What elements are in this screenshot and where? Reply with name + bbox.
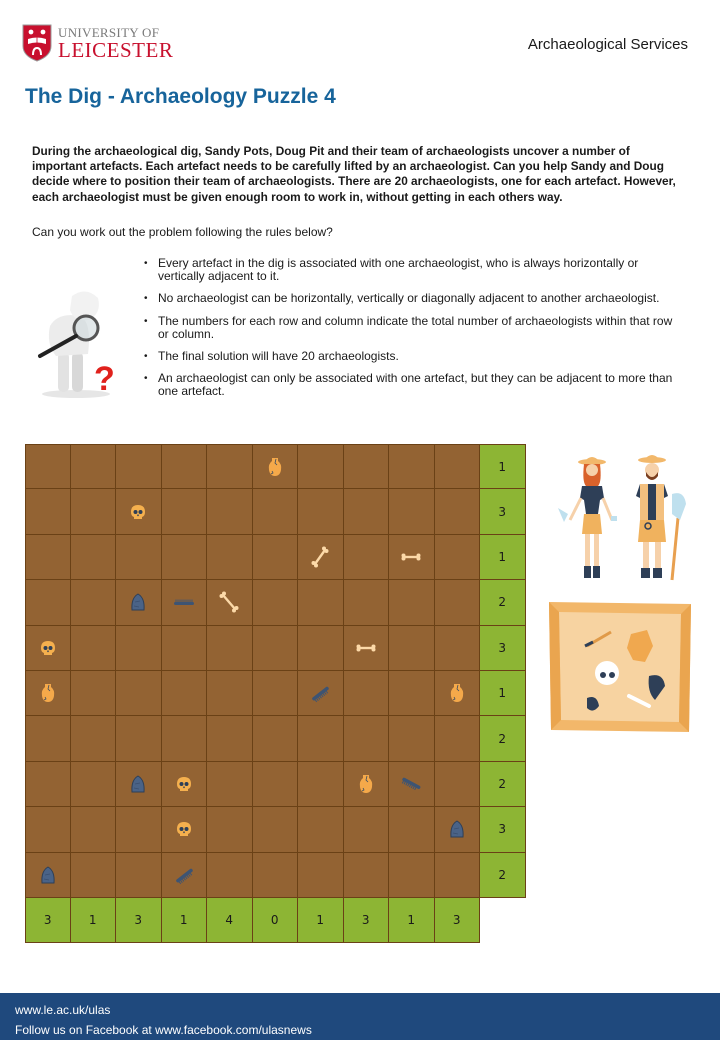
grid-cell[interactable] xyxy=(162,716,208,761)
grid-cell[interactable] xyxy=(298,444,344,489)
archaeologists-illustration xyxy=(544,448,694,588)
grid-cell[interactable] xyxy=(344,489,390,534)
skull-icon xyxy=(172,772,196,796)
vase-icon xyxy=(263,455,287,479)
bone-icon xyxy=(354,636,378,660)
grid-cell[interactable] xyxy=(253,535,299,580)
grid-cell[interactable] xyxy=(25,671,71,716)
grid-cell[interactable] xyxy=(344,716,390,761)
grid-cell[interactable] xyxy=(207,626,253,671)
grid-cell[interactable] xyxy=(116,807,162,852)
grid-cell[interactable] xyxy=(435,762,481,807)
grid-cell[interactable] xyxy=(25,444,71,489)
grid-cell[interactable] xyxy=(71,444,117,489)
row-clue: 3 xyxy=(480,807,526,852)
grid-cell[interactable] xyxy=(298,671,344,716)
grid-cell[interactable] xyxy=(344,580,390,625)
skull-icon xyxy=(126,500,150,524)
rules-list xyxy=(144,257,684,408)
grid-cell[interactable] xyxy=(25,853,71,898)
grid-cell[interactable] xyxy=(116,626,162,671)
rule-item: • An archaeologist can only be associated with one artefact, but they can be adjacent to more than one artefact. xyxy=(144,372,684,398)
grid-cell[interactable] xyxy=(344,762,390,807)
grid-cell[interactable] xyxy=(71,580,117,625)
bone-icon xyxy=(399,545,423,569)
grid-cell[interactable] xyxy=(435,489,481,534)
column-clue: 3 xyxy=(25,898,71,943)
row-clue: 2 xyxy=(480,580,526,625)
grid-cell[interactable] xyxy=(71,626,117,671)
rock-icon xyxy=(36,863,60,887)
grid-cell[interactable] xyxy=(207,535,253,580)
grid-cell[interactable] xyxy=(71,489,117,534)
grid-cell[interactable] xyxy=(207,762,253,807)
column-clue: 3 xyxy=(344,898,390,943)
grid-cell[interactable] xyxy=(116,671,162,716)
grid-cell[interactable] xyxy=(253,853,299,898)
grid-cell[interactable] xyxy=(116,535,162,580)
grid-cell[interactable] xyxy=(25,489,71,534)
row-clue: 3 xyxy=(480,626,526,671)
grid-cell[interactable] xyxy=(71,853,117,898)
row-clue: 2 xyxy=(480,716,526,761)
comb-icon xyxy=(308,681,332,705)
comb-icon xyxy=(399,772,423,796)
vase-icon xyxy=(354,772,378,796)
footer-facebook-link[interactable]: Follow us on Facebook at www.facebook.com/ulasnews xyxy=(15,1023,312,1037)
grid-cell[interactable] xyxy=(389,762,435,807)
column-clue: 1 xyxy=(389,898,435,943)
column-clue: 4 xyxy=(207,898,253,943)
row-clue: 1 xyxy=(480,444,526,489)
bone-icon xyxy=(308,545,332,569)
grid-cell[interactable] xyxy=(344,807,390,852)
grid-cell[interactable] xyxy=(71,762,117,807)
question-text: Can you work out the problem following the rules below? xyxy=(32,225,333,239)
row-clue: 1 xyxy=(480,535,526,580)
rock-icon xyxy=(126,772,150,796)
grid-cell[interactable] xyxy=(389,716,435,761)
university-logo xyxy=(22,24,173,62)
grid-cell[interactable] xyxy=(298,580,344,625)
grid-cell[interactable] xyxy=(207,580,253,625)
grid-cell[interactable] xyxy=(71,716,117,761)
university-shield-icon xyxy=(22,24,52,62)
column-clue: 0 xyxy=(253,898,299,943)
grid-cell[interactable] xyxy=(207,444,253,489)
grid-cell[interactable] xyxy=(71,535,117,580)
grid-cell[interactable] xyxy=(435,671,481,716)
column-clue: 3 xyxy=(435,898,481,943)
rule-item: • The final solution will have 20 archaeologists. xyxy=(144,350,684,363)
grid-cell[interactable] xyxy=(25,762,71,807)
grid-cell[interactable] xyxy=(344,444,390,489)
grid-cell[interactable] xyxy=(435,807,481,852)
rule-item: • The numbers for each row and column indicate the total number of archaeologists within that row or column. xyxy=(144,315,684,341)
bone-icon xyxy=(217,590,241,614)
grid-cell[interactable] xyxy=(162,580,208,625)
grid-cell[interactable] xyxy=(389,489,435,534)
grid-cell[interactable] xyxy=(344,626,390,671)
grid-cell[interactable] xyxy=(435,626,481,671)
grid-cell[interactable] xyxy=(162,671,208,716)
column-clue: 1 xyxy=(298,898,344,943)
grid-cell[interactable] xyxy=(71,807,117,852)
grid-cell[interactable] xyxy=(116,762,162,807)
grid-cell[interactable] xyxy=(389,626,435,671)
grid-cell[interactable] xyxy=(253,444,299,489)
grid-cell[interactable] xyxy=(116,444,162,489)
grid-cell[interactable] xyxy=(435,580,481,625)
grid-cell[interactable] xyxy=(253,807,299,852)
grid-cell[interactable] xyxy=(253,489,299,534)
footer xyxy=(0,993,720,1040)
page-title: The Dig - Archaeology Puzzle 4 xyxy=(25,85,336,108)
column-clue: 1 xyxy=(71,898,117,943)
vase-icon xyxy=(36,681,60,705)
footer-website-link[interactable]: www.le.ac.uk/ulas xyxy=(15,1003,111,1017)
grid-cell[interactable] xyxy=(162,489,208,534)
rule-item: • Every artefact in the dig is associated with one archaeologist, who is always horizontally or vertically adjacent to it. xyxy=(144,257,684,283)
grid-cell[interactable] xyxy=(162,807,208,852)
grid-cell[interactable] xyxy=(389,444,435,489)
grid-cell[interactable] xyxy=(298,626,344,671)
grid-cell[interactable] xyxy=(207,671,253,716)
skull-icon xyxy=(36,636,60,660)
grid-cell[interactable] xyxy=(116,580,162,625)
skull-icon xyxy=(172,817,196,841)
vase-icon xyxy=(445,681,469,705)
grid-cell[interactable] xyxy=(389,580,435,625)
grid-cell[interactable] xyxy=(253,626,299,671)
grid-cell[interactable] xyxy=(25,580,71,625)
grid-cell[interactable] xyxy=(71,671,117,716)
grid-cell[interactable] xyxy=(389,853,435,898)
grid-cell[interactable] xyxy=(435,444,481,489)
grid-cell[interactable] xyxy=(162,762,208,807)
grid-cell[interactable] xyxy=(253,762,299,807)
logo-line-1: UNIVERSITY OF xyxy=(58,24,160,40)
logo-line-2: LEICESTER xyxy=(58,37,174,62)
grid-cell[interactable] xyxy=(162,626,208,671)
grid-cell[interactable] xyxy=(253,671,299,716)
grid-cell[interactable] xyxy=(162,853,208,898)
rock-icon xyxy=(445,817,469,841)
grid-cell[interactable] xyxy=(344,535,390,580)
comb-icon xyxy=(172,590,196,614)
grid-cell[interactable] xyxy=(389,671,435,716)
grid-cell[interactable] xyxy=(298,853,344,898)
rule-item: • No archaeologist can be horizontally, vertically or diagonally adjacent to another archaeologist. xyxy=(144,292,684,305)
comb-icon xyxy=(172,863,196,887)
intro-paragraph: During the archaeological dig, Sandy Pots, Doug Pit and their team of archaeologists uncover a number of important artefacts. Each artefact needs to be carefully lifted by an archaeologist. Can you help Sandy and Doug decide where to position their team of archaeologists. There are 20 archaeologists, one for each artefact. However, each archaeologist must be given enough room to work in, without getting in each others way. xyxy=(32,144,676,204)
grid-cell[interactable] xyxy=(207,489,253,534)
row-clue: 2 xyxy=(480,762,526,807)
grid-cell[interactable] xyxy=(116,853,162,898)
grid-cell[interactable] xyxy=(389,535,435,580)
department-name: Archaeological Services xyxy=(527,36,688,53)
dig-site-illustration xyxy=(545,598,695,736)
row-clue: 2 xyxy=(480,853,526,898)
grid-cell[interactable] xyxy=(162,535,208,580)
magnifier-figure-illustration xyxy=(28,282,128,400)
grid-cell[interactable] xyxy=(207,807,253,852)
svg-text:?: ? xyxy=(94,360,115,398)
grid-cell[interactable] xyxy=(389,807,435,852)
grid-cell[interactable] xyxy=(116,716,162,761)
grid-cell[interactable] xyxy=(298,762,344,807)
column-clue: 3 xyxy=(116,898,162,943)
grid-cell[interactable] xyxy=(116,489,162,534)
grid-cell[interactable] xyxy=(435,853,481,898)
grid-cell[interactable] xyxy=(298,716,344,761)
grid-cell[interactable] xyxy=(435,535,481,580)
grid-cell[interactable] xyxy=(253,580,299,625)
grid-cell[interactable] xyxy=(162,444,208,489)
grid-cell[interactable] xyxy=(207,853,253,898)
grid-cell[interactable] xyxy=(25,626,71,671)
grid-cell[interactable] xyxy=(253,716,299,761)
grid-cell[interactable] xyxy=(298,535,344,580)
grid-cell[interactable] xyxy=(25,716,71,761)
grid-cell[interactable] xyxy=(435,716,481,761)
grid-cell[interactable] xyxy=(25,535,71,580)
grid-cell[interactable] xyxy=(298,807,344,852)
grid-cell[interactable] xyxy=(344,671,390,716)
row-clue: 1 xyxy=(480,671,526,716)
grid-cell[interactable] xyxy=(344,853,390,898)
grid-cell[interactable] xyxy=(298,489,344,534)
rock-icon xyxy=(126,590,150,614)
column-clue: 1 xyxy=(162,898,208,943)
grid-cell[interactable] xyxy=(207,716,253,761)
grid-cell[interactable] xyxy=(25,807,71,852)
row-clue: 3 xyxy=(480,489,526,534)
